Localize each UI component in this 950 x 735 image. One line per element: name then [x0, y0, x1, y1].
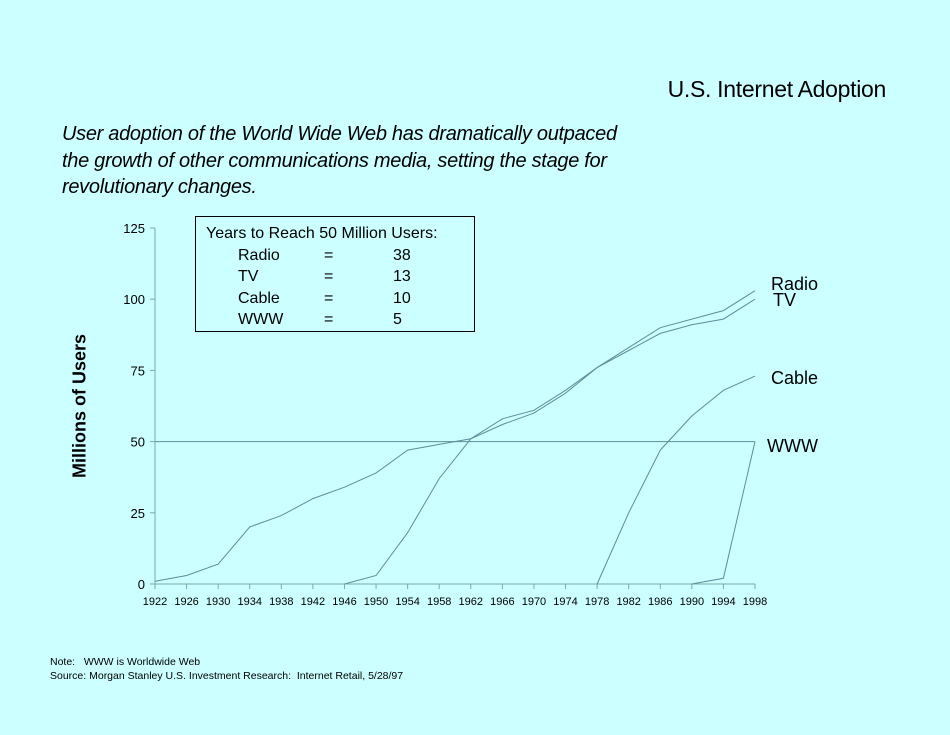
legend-name: TV	[238, 268, 259, 285]
x-tick-label: 1978	[584, 596, 610, 608]
y-tick-label: 100	[123, 292, 145, 308]
x-tick-label: 1990	[679, 596, 705, 608]
x-tick-label: 1922	[142, 596, 168, 608]
legend-heading: Years to Reach 50 Million Users:	[206, 225, 438, 242]
y-tick-label: 50	[130, 434, 145, 450]
y-tick-label: 0	[137, 577, 145, 592]
x-tick-label: 1958	[426, 596, 452, 608]
subtitle-line: revolutionary changes.	[62, 176, 257, 199]
legend-value: 38	[393, 246, 411, 264]
subtitle-line: the growth of other communications media, setting the stage for	[62, 149, 607, 172]
page-title: U.S. Internet Adoption	[667, 76, 886, 102]
legend-row	[206, 266, 474, 288]
note-text: Note: WWW is Worldwide Web	[50, 656, 201, 668]
source-text: Source: Morgan Stanley U.S. Investment Research: Internet Retail, 5/28/97	[50, 670, 404, 682]
x-tick-label: 1930	[205, 596, 231, 608]
x-tick-label: 1962	[458, 596, 484, 608]
legend-row	[206, 309, 474, 331]
x-tick-label: 1954	[395, 596, 420, 608]
series-end-label-www: WWW	[767, 436, 818, 456]
footnote	[50, 655, 403, 683]
series-end-label-cable: Cable	[771, 368, 819, 388]
x-tick-label: 1994	[711, 596, 736, 608]
legend-name: Radio	[238, 246, 280, 264]
x-tick-label: 1934	[237, 596, 262, 608]
series-end-label-radio: Radio	[771, 274, 819, 294]
series-line-www	[692, 442, 755, 584]
x-tick-label: 1974	[553, 596, 578, 608]
x-tick-label: 1982	[616, 596, 641, 608]
y-tick-label: 75	[130, 363, 145, 379]
series-line-cable	[597, 376, 755, 584]
x-tick-label: 1926	[174, 596, 199, 608]
x-tick-label: 1946	[332, 596, 357, 608]
y-tick-label: 25	[130, 505, 145, 521]
legend-value: 10	[393, 289, 411, 307]
x-tick-label: 1970	[521, 596, 547, 608]
legend-eq: =	[324, 268, 334, 285]
y-tick-label: 125	[123, 221, 145, 236]
legend-eq: =	[324, 311, 334, 328]
x-tick-label: 1966	[490, 596, 515, 608]
legend-value: 5	[393, 311, 402, 328]
legend-eq: =	[324, 289, 334, 307]
series-end-label-tv: TV	[773, 290, 797, 310]
x-tick-label: 1938	[269, 596, 294, 608]
legend-name: Cable	[238, 289, 280, 307]
x-tick-label: 1986	[648, 596, 673, 608]
x-tick-label: 1950	[363, 596, 389, 608]
legend-name: WWW	[238, 311, 284, 328]
y-axis-label: Millions of Users	[69, 333, 90, 479]
subtitle-line: User adoption of the World Wide Web has dramatically outpaced	[62, 123, 617, 145]
legend-row	[206, 288, 474, 310]
x-tick-label: 1998	[742, 596, 768, 608]
legend-value: 13	[393, 268, 411, 285]
legend-eq: =	[324, 246, 334, 264]
legend-box	[195, 216, 475, 332]
series-line-radio	[155, 291, 755, 582]
legend-row	[206, 245, 474, 267]
x-tick-label: 1942	[300, 596, 326, 608]
